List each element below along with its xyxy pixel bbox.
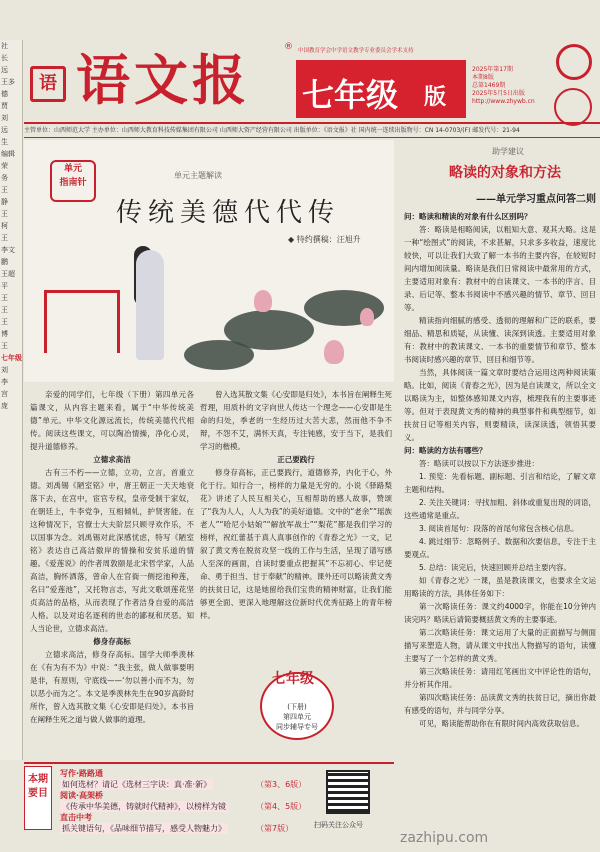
task-item: 第四次略读任务：品读黄文秀的扶贫日记，摘出你最有感受的语句，并与同学分享。 (404, 693, 596, 715)
credit-entry: 远 (1, 66, 8, 74)
answer-paragraph: 如《青春之光》一课，虽是教读课文，也要求全文运用略读的方法，具体任务如下： (404, 576, 596, 598)
stamp-line2: 同步辅导专号 (276, 723, 318, 731)
lotus-flower-illustration (360, 308, 374, 326)
section-heading: 正己要践行 (277, 455, 315, 464)
step-item: 4. 跳过细节：忽略例子、数据和次要信息，专注于主要观点。 (404, 537, 596, 559)
masthead (24, 36, 600, 120)
issue-info: 2025年第17期 本期8版 总第1469期 2025年5月5日出版 http://www.zhywb.cn (472, 66, 535, 105)
answer-paragraph: 精读指向细腻的感受、透彻的理解和广泛的联系，要细品、精思和质疑，从读懂、读深到读透。主要适用对象有：教材中的教读课文、一本书的重要情节和章节、整本书阅读时感兴趣的章节、回目和细节等。 (404, 316, 596, 364)
step-item: 5. 总结：读完后，快速回顾并总结主要内容。 (419, 563, 572, 572)
step-item: 2. 关注关键词：寻找加粗、斜体或重复出现的词语，这些通常是重点。 (404, 498, 596, 520)
credit-entry: 宫 (1, 390, 8, 398)
credit-entry: 王 (1, 318, 8, 326)
article-column-left (30, 388, 194, 760)
credit-entry: 荣 (1, 162, 8, 170)
credit-entry: 王 (1, 186, 8, 194)
answer-paragraph: 答：略读可以按以下方法逐步推进： (419, 459, 539, 468)
column-subtitle: ——单元学习重点问答二则 (476, 194, 596, 205)
highlight-item[interactable] (60, 790, 307, 812)
column-label: 助学建议 (492, 147, 524, 156)
highlight-text: 《传承中华美德，铸就时代精神》，以榜样为镜 (62, 802, 226, 811)
credit-entry: 远 (1, 126, 8, 134)
unit-guide-badge: 单元 指南针 (50, 160, 96, 202)
highlight-page: （第4、5版） (256, 802, 307, 811)
theme-banner (24, 140, 394, 382)
highlight-text: 抓关键语句，《品味细节描写，感受人物魅力》 (62, 824, 226, 833)
closing-paragraph: 可见，略读能帮助你在有限时间内高效获取信息。 (419, 719, 584, 728)
grade-label: 七年级 (302, 76, 399, 114)
stamp-line1: 第四单元 (283, 713, 311, 721)
credit-entry: 社 (1, 42, 8, 50)
registered-mark: ® (284, 42, 293, 52)
credit-entry: 王 (1, 294, 8, 302)
credit-entry: 王 (1, 306, 8, 314)
qr-code-icon[interactable] (326, 770, 370, 814)
stamp-grade: 七年级 (272, 671, 314, 687)
figure-illustration (136, 250, 164, 360)
credit-entry: 王超 (1, 270, 15, 278)
theme-label: 单元主题解读 (174, 171, 222, 180)
credit-entry: 七年级 (1, 354, 22, 362)
highlight-text: 如何选材？请记《选材三字诀：真·准·新》 (62, 780, 212, 789)
left-credits-strip (0, 40, 23, 760)
credit-entry: 长 (1, 54, 8, 62)
credit-entry: 平 (1, 282, 8, 290)
study-advice-column (398, 140, 600, 832)
lotus-flower-illustration (324, 340, 344, 364)
credit-entry: 刘 (1, 114, 8, 122)
credit-entry: 生 (1, 138, 8, 146)
highlight-item[interactable] (60, 768, 307, 790)
credit-entry: 贾 (1, 102, 8, 110)
article-column-middle (200, 388, 392, 666)
article-intro: 亲爱的同学们，七年级（下册）第四单元各篇课文，从内容主题来看，属于“中华传统美德”单元。中华文化源远流长，传统美德代代相传。阅读这些课文，可以陶冶情操，净化心灵，提升道德修养。 (30, 390, 194, 451)
answer-paragraph: 当然，具体阅读一篇文章时要结合运用这两种阅读策略。比如，阅读《青春之光》，因为是自读课文，所以全文以略读为主，如整体感知课文内容，梳理我有的主要事迹等。但对于表现黄文秀的精神的典型事件和典型细节，如扶贫日记等相关内容，则要精读，读深读透，领悟其要义。 (404, 368, 596, 442)
credit-entry: 王 (1, 342, 8, 350)
answer-paragraph: 答：略读是相略阅读，以粗知大意、观其大略。这是一种“绘图式”的阅读，不求甚解，只求多多收益，速度比较快，可以让我们大致了解一本书的主要内容，在较短时间内增加阅读量。略读是我们日常阅读中最常用的方式，主要适用对象有：教材中的自读课文、一本书的序言、目录、后记等、整本书阅读中不感兴趣的情节、章节、回目等。 (404, 225, 596, 312)
newspaper-title: 语文报 (76, 48, 250, 112)
credit-entry: 刘 (1, 366, 8, 374)
task-item: 第三次略读任务：请用红笔画出文中评论性的语句，并分析其作用。 (404, 667, 596, 689)
question: 问：略读和精读的对象有什么区别吗？ (404, 212, 532, 221)
railing-illustration (44, 290, 120, 353)
column-title: 略读的对象和方法 (449, 165, 561, 181)
article-paragraph: 修身存高标，正己要践行，道德修养，内化于心，外化于行。知行合一，榜样的力量是无穷的。小说《驿路梨花》讲述了人民互相关心，互相帮助的感人故事，赞颂了“我为人人，人人为我”的美好道德。文中的“老余”“瑶族老人”“哈尼小姑娘”“解放军战士”“梨花”都是我们学习的榜样，祝红蕾基于真人真事创作的《青春之光》一文，记叙了黄文秀在脱贫攻坚一线的工作与生活，呈现了谱写感人至深的画面，自读时要重点把握其“不忘初心、牢记使命、勇于担当、甘于奉献”的精神。课外还可以略读黄文秀的扶贫日记，这是她留给我们宝贵的精神财富，让我们能够更全面、更深入地理解这位新时代优秀征路上的青年榜样。 (200, 468, 392, 620)
highlight-page: （第7版） (256, 824, 294, 833)
edition-label: 版 (424, 85, 447, 110)
credit-entry: 庞 (1, 402, 8, 410)
seal-icon (556, 44, 592, 80)
highlight-page: （第3、6版） (256, 780, 307, 789)
step-item: 1. 预览：先看标题、副标题、引言和结论，了解文章主题和结构。 (404, 472, 596, 494)
credit-entry: 王多 (1, 78, 15, 86)
credit-entry: 王 (1, 210, 8, 218)
credit-entry: 编辑 (1, 150, 15, 158)
emblem-icon (554, 88, 592, 126)
qr-label: 扫码关注公众号 (314, 821, 363, 829)
task-item: 第一次略读任务：课文约4000字，你能在10分钟内读完吗？略读后请简要概括黄文秀的主要事迹。 (404, 602, 596, 624)
lotus-leaf-illustration (184, 340, 254, 370)
credit-entry: 博 (1, 330, 8, 338)
highlights-label: 本期要目 (24, 766, 52, 830)
highlight-head: 写作·路路通 (60, 769, 104, 778)
credit-entry: 务 (1, 174, 8, 182)
supporter-line: 中国教育学会中学语文教学专业委员会学术支持 (298, 48, 414, 54)
article-paragraph: 曾入选其散文集《心安即是归处》，本书旨在阐释生死哲理，用质朴的文字向世人传达一个理念——心安即是生命的归处，季老的一生经历过大苦大悲，然而他不争不辩，不怨不艾，满怀天真，专注钝感，安于当下，是我们学习的楷模。 (200, 390, 392, 451)
task-item: 第二次略读任务：课文运用了大量的正面描写与侧面描写来塑造人物，请从课文中找出人物描写的语句，读懂主要写了一个怎样的黄文秀。 (404, 628, 596, 663)
stamp-grade-sub: (下册) (287, 703, 307, 711)
question: 问：略读的方法有哪些？ (404, 446, 487, 455)
credit-entry: 李文 (1, 246, 15, 254)
section-heading: 修身存高标 (93, 637, 131, 646)
section-heading: 立德求高洁 (93, 455, 131, 464)
credit-entry: 静 (1, 198, 8, 206)
column-body (404, 210, 596, 830)
highlight-item[interactable] (60, 812, 294, 834)
issue-highlights (24, 762, 394, 834)
credit-entry: 鹏 (1, 258, 8, 266)
credit-entry: 王 (1, 234, 8, 242)
lotus-flower-illustration (254, 290, 272, 312)
credit-entry: 柯 (1, 222, 8, 230)
stamp-text (262, 702, 332, 732)
highlight-head: 直击中考 (60, 813, 92, 822)
logo-mark: 语 (30, 66, 66, 102)
byline: ◆ 特约撰稿：汪旭升 (288, 235, 361, 244)
credit-entry: 李 (1, 378, 8, 386)
site-watermark: zazhipu.com (400, 830, 489, 846)
publisher-info-bar: 主管单位：山西师范大学 主办单位：山西师大教育科技传媒集团有限公司 山西师大资产经营有限公司 出版单位：《语文报》社 国内统一连续出版物号：CN 14-0703/(F) 邮发代号：21-94 (24, 122, 600, 138)
step-item: 3. 阅读首尾句：段落的首尾句常包含核心信息。 (419, 524, 579, 533)
highlight-head: 阅读·高架桥 (60, 791, 104, 800)
article-paragraph: 古有三不朽——立德，立功，立言，首重立德。刘禹锡《陋室铭》中，唐王朝正一天天地衰落下去，在宫中，宦官专权，皇帝受制于家奴，在朝廷上，牛李党争，互相倾轧，护贤害能。在这种情况下，官僚士大夫阶层只顾寻欢作乐，不以国事为念。刘禹锡对此深感忧虑，特写《陋室铭》表达自己高洁傲岸的情操和安贫乐道的情趣。《爱莲说》的作者周敦颐是北宋哲学家，人品高洁，胸怀洒落，曾命人在官衙一侧挖池种莲，名曰“爱莲池”，又托物言志，写此文歌颂莲花坚贞高洁的品格，从而表现了作者洁身自爱的高洁人格。以及对追名逐利的世态的鄙视和厌恶。知人当论世，立德求高洁。 (30, 468, 194, 633)
article-paragraph: 立德求高洁，修身存高标。国学大师季羡林在《有为有不为》中说：“我主张，做人做事要明是非，有原则，守底线——‘勿以善小而不为，勿以恶小而为之’。本文是季羡林先生在90岁高龄时所作，曾入选其散文集《心安即是归处》。本书旨在阐释生死之道与做人做事的道理。 (30, 650, 194, 724)
credit-entry: 德 (1, 90, 8, 98)
theme-title: 传统美德代代传 (116, 198, 341, 228)
